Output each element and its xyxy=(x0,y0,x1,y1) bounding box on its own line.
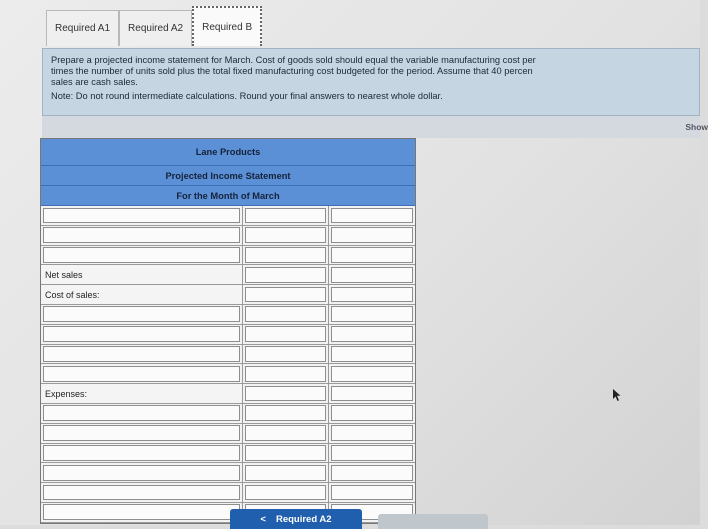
label-input[interactable] xyxy=(43,306,240,322)
chevron-left-icon: < xyxy=(260,513,266,525)
amount-cell xyxy=(243,364,329,383)
show-button[interactable]: Show xyxy=(685,122,708,132)
label-cell xyxy=(41,483,243,502)
instruction-line-3: sales are cash sales. xyxy=(51,77,138,88)
amount-input[interactable] xyxy=(245,247,326,263)
amount-cell xyxy=(243,384,329,403)
label-cell xyxy=(41,226,243,245)
amount-input[interactable] xyxy=(331,445,413,461)
label-cell xyxy=(41,325,243,344)
amount-cell xyxy=(243,246,329,265)
statement-row xyxy=(41,444,415,464)
instruction-line-2: times the number of units sold plus the total fixed manufacturing cost budgeted for the period. Assume that 40 percen xyxy=(51,66,533,77)
tab-bar xyxy=(46,6,262,48)
amount-input[interactable] xyxy=(245,445,326,461)
row-label: Cost of sales: xyxy=(41,285,243,304)
amount-input[interactable] xyxy=(331,326,413,342)
tab-required-a2[interactable]: Required A2 xyxy=(119,10,192,46)
amount-input[interactable] xyxy=(245,227,326,243)
statement-row xyxy=(41,404,415,424)
amount-input[interactable] xyxy=(331,306,413,322)
label-cell xyxy=(41,305,243,324)
amount-cell xyxy=(329,345,415,364)
label-input[interactable] xyxy=(43,208,240,224)
amount-cell xyxy=(329,463,415,482)
instruction-line-1: Prepare a projected income statement for March. Cost of goods sold should equal the variable manufacturing cost per xyxy=(51,55,536,65)
label-input[interactable] xyxy=(43,326,240,342)
statement-row xyxy=(41,206,415,226)
statement-row xyxy=(41,325,415,345)
amount-input[interactable] xyxy=(331,485,413,501)
instruction-note: Note: Do not round intermediate calculations. Round your final answers to nearest whole dollar. xyxy=(51,90,443,101)
amount-cell xyxy=(329,384,415,403)
amount-cell xyxy=(243,463,329,482)
label-cell xyxy=(41,364,243,383)
amount-cell xyxy=(243,305,329,324)
amount-input[interactable] xyxy=(331,465,413,481)
tab-required-b[interactable]: Required B xyxy=(192,6,262,46)
amount-input[interactable] xyxy=(245,366,326,382)
amount-input[interactable] xyxy=(245,326,326,342)
label-input[interactable] xyxy=(43,485,240,501)
amount-cell xyxy=(329,226,415,245)
label-input[interactable] xyxy=(43,504,240,520)
amount-input[interactable] xyxy=(245,465,326,481)
label-cell xyxy=(41,404,243,423)
label-cell xyxy=(41,444,243,463)
statement-row xyxy=(41,424,415,444)
amount-input[interactable] xyxy=(245,287,326,303)
amount-input[interactable] xyxy=(245,386,326,402)
amount-cell xyxy=(329,404,415,423)
amount-input[interactable] xyxy=(331,346,413,362)
amount-cell xyxy=(329,246,415,265)
statement-row xyxy=(41,285,415,305)
statement-period: For the Month of March xyxy=(41,186,415,206)
amount-cell xyxy=(329,424,415,443)
amount-cell xyxy=(243,345,329,364)
statement-row xyxy=(41,364,415,384)
mouse-cursor-icon xyxy=(612,388,622,402)
label-input[interactable] xyxy=(43,445,240,461)
amount-cell xyxy=(243,404,329,423)
label-input[interactable] xyxy=(43,425,240,441)
row-label: Expenses: xyxy=(41,384,243,403)
amount-input[interactable] xyxy=(245,208,326,224)
label-input[interactable] xyxy=(43,366,240,382)
amount-cell xyxy=(329,305,415,324)
prev-button-label: Required A2 xyxy=(275,513,332,525)
amount-input[interactable] xyxy=(245,405,326,421)
label-cell xyxy=(41,246,243,265)
label-input[interactable] xyxy=(43,405,240,421)
amount-input[interactable] xyxy=(331,425,413,441)
show-strip xyxy=(42,116,708,138)
amount-input[interactable] xyxy=(331,267,413,283)
amount-cell xyxy=(243,226,329,245)
statement-row xyxy=(41,265,415,285)
label-input[interactable] xyxy=(43,465,240,481)
amount-input[interactable] xyxy=(331,287,413,303)
prev-required-a2-button[interactable] xyxy=(230,509,362,529)
label-input[interactable] xyxy=(43,247,240,263)
amount-input[interactable] xyxy=(331,405,413,421)
company-name: Lane Products xyxy=(41,139,415,166)
amount-cell xyxy=(243,325,329,344)
amount-input[interactable] xyxy=(245,425,326,441)
amount-input[interactable] xyxy=(331,386,413,402)
statement-row xyxy=(41,345,415,365)
amount-cell xyxy=(243,285,329,304)
label-cell xyxy=(41,345,243,364)
amount-cell xyxy=(243,206,329,225)
amount-input[interactable] xyxy=(331,366,413,382)
statement-row xyxy=(41,246,415,266)
amount-cell xyxy=(329,364,415,383)
amount-cell xyxy=(329,206,415,225)
amount-cell xyxy=(243,424,329,443)
statement-rows xyxy=(41,206,415,523)
amount-cell xyxy=(329,285,415,304)
statement-row xyxy=(41,463,415,483)
statement-title: Projected Income Statement xyxy=(41,166,415,186)
amount-input[interactable] xyxy=(331,208,413,224)
statement-row xyxy=(41,226,415,246)
amount-cell xyxy=(329,265,415,284)
label-cell xyxy=(41,463,243,482)
statement-row xyxy=(41,483,415,503)
label-input[interactable] xyxy=(43,346,240,362)
label-cell xyxy=(41,206,243,225)
tab-required-a1[interactable]: Required A1 xyxy=(46,10,119,46)
amount-input[interactable] xyxy=(245,306,326,322)
amount-input[interactable] xyxy=(331,247,413,263)
label-cell xyxy=(41,503,243,522)
amount-input[interactable] xyxy=(245,267,326,283)
income-statement-table xyxy=(40,138,416,524)
row-label: Net sales xyxy=(41,265,243,284)
amount-cell xyxy=(243,483,329,502)
amount-cell xyxy=(243,265,329,284)
amount-input[interactable] xyxy=(331,227,413,243)
amount-cell xyxy=(243,444,329,463)
label-cell xyxy=(41,424,243,443)
label-input[interactable] xyxy=(43,227,240,243)
next-button[interactable] xyxy=(378,514,488,529)
statement-row xyxy=(41,305,415,325)
amount-cell xyxy=(329,325,415,344)
amount-cell xyxy=(329,444,415,463)
instructions-panel xyxy=(42,48,700,116)
amount-cell xyxy=(329,483,415,502)
amount-input[interactable] xyxy=(245,346,326,362)
amount-input[interactable] xyxy=(245,485,326,501)
statement-row xyxy=(41,384,415,404)
